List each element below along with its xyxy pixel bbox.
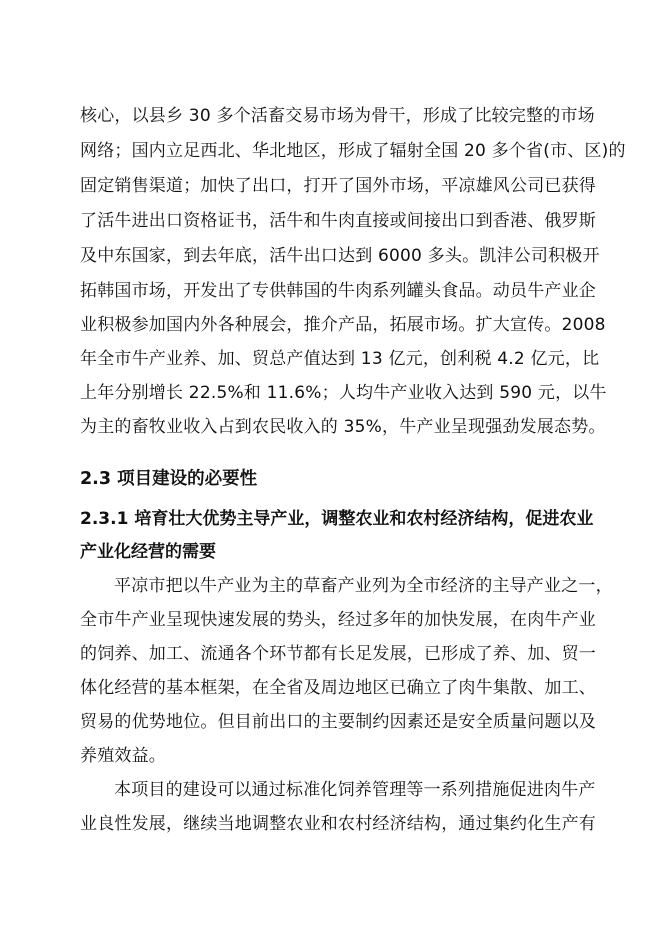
paragraph-line: 体化经营的基本框架，在全省及周边地区已确立了肉牛集散、加工、 xyxy=(80,678,596,698)
section-heading: 2.3 项目建设的必要性 xyxy=(80,469,258,489)
paragraph-line: 的饲养、加工、流通各个环节都有长足发展，已形成了养、加、贸一 xyxy=(80,644,596,664)
subsection-heading: 2.3.1 培育壮大优势主导产业，调整农业和农村经济结构，促进农业 xyxy=(80,509,594,529)
paragraph-line: 上年分别增长 22.5%和 11.6%；人均牛产业收入达到 590 元，以牛 xyxy=(80,383,607,403)
paragraph-line: 全市牛产业呈现快速发展的势头，经过多年的加快发展，在肉牛产业 xyxy=(80,610,596,630)
paragraph-line: 核心，以县乡 30 多个活畜交易市场为骨干，形成了比较完整的市场 xyxy=(80,106,595,126)
paragraph-line: 网络；国内立足西北、华北地区，形成了辐射全国 20 多个省(市、区)的 xyxy=(80,141,626,161)
subsection-heading-continued: 产业化经营的需要 xyxy=(80,542,216,562)
paragraph-line: 业良性发展，继续当地调整农业和农村经济结构，通过集约化生产有 xyxy=(80,814,596,834)
paragraph-line: 年全市牛产业养、加、贸总产值达到 13 亿元，创利税 4.2 亿元，比 xyxy=(80,349,600,369)
paragraph-line: 为主的畜牧业收入占到农民收入的 35%，牛产业呈现强劲发展态势。 xyxy=(80,417,606,437)
paragraph-line: 固定销售渠道；加快了出口，打开了国外市场，平凉雄风公司已获得 xyxy=(80,176,596,196)
paragraph-line: 本项目的建设可以通过标准化饲养管理等一系列措施促进肉牛产 xyxy=(114,780,596,800)
paragraph-line: 业积极参加国内外各种展会，推介产品，拓展市场。扩大宣传。2008 xyxy=(80,315,606,335)
paragraph-line: 及中东国家，到去年底，活牛出口达到 6000 多头。凯沣公司积极开 xyxy=(80,246,600,266)
paragraph-line: 平凉市把以牛产业为主的草畜产业列为全市经济的主导产业之一， xyxy=(114,576,613,596)
paragraph-line: 拓韩国市场，开发出了专供韩国的牛肉系列罐头食品。动员牛产业企 xyxy=(80,281,596,301)
paragraph-line: 养殖效益。 xyxy=(80,746,166,766)
paragraph-line: 贸易的优势地位。但目前出口的主要制约因素还是安全质量问题以及 xyxy=(80,712,596,732)
paragraph-line: 了活牛进出口资格证书，活牛和牛肉直接或间接出口到香港、俄罗斯 xyxy=(80,211,596,231)
